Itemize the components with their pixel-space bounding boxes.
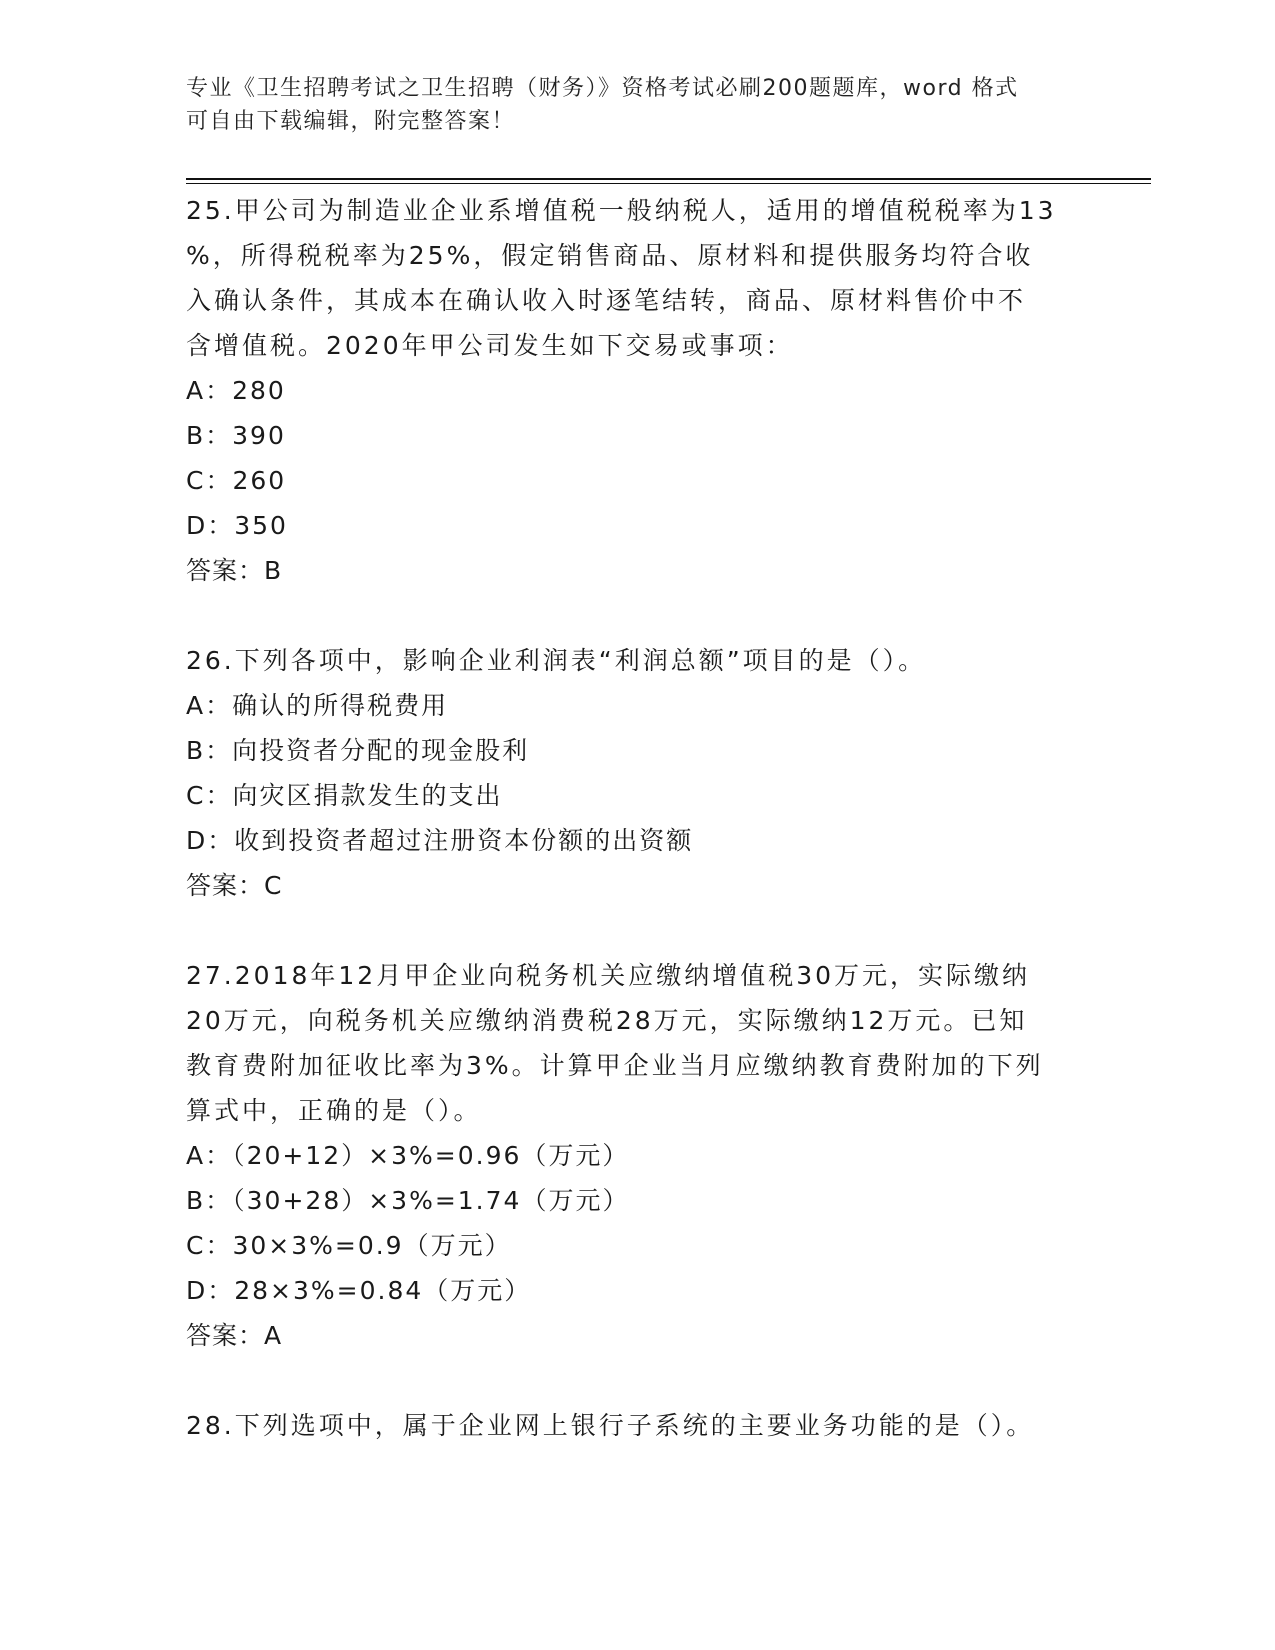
option-a: A：280 bbox=[186, 376, 286, 405]
spacer bbox=[186, 1358, 1086, 1403]
header-line-2: 可自由下载编辑，附完整答案！ bbox=[186, 109, 516, 134]
question-stem-line: 28.下列选项中，属于企业网上银行子系统的主要业务功能的是（）。 bbox=[186, 1411, 1035, 1440]
answer-line: 答案：A bbox=[186, 1321, 283, 1350]
header-divider-thick bbox=[186, 178, 1151, 180]
header-divider-thin bbox=[186, 183, 1151, 184]
question-stem-line: 算式中，正确的是（）。 bbox=[186, 1096, 482, 1125]
answer-line: 答案：C bbox=[186, 871, 283, 900]
question-stem-line: 27.2018年12月甲企业向税务机关应缴纳增值税30万元，实际缴纳 bbox=[186, 961, 1031, 990]
document-header bbox=[186, 72, 1066, 138]
question-block bbox=[186, 1403, 1086, 1448]
question-block bbox=[186, 188, 1086, 593]
question-stem-line: 教育费附加征收比率为3%。计算甲企业当月应缴纳教育费附加的下列 bbox=[186, 1051, 1044, 1080]
option-b: B：向投资者分配的现金股利 bbox=[186, 736, 530, 765]
option-d: D：350 bbox=[186, 511, 288, 540]
spacer bbox=[186, 908, 1086, 953]
question-block bbox=[186, 638, 1086, 908]
spacer bbox=[186, 593, 1086, 638]
question-stem-line: 20万元，向税务机关应缴纳消费税28万元，实际缴纳12万元。已知 bbox=[186, 1006, 1028, 1035]
option-c: C：30×3%=0.9（万元） bbox=[186, 1231, 512, 1260]
option-c: C：260 bbox=[186, 466, 287, 495]
option-b: B：390 bbox=[186, 421, 286, 450]
option-b: B：（30+28）×3%=1.74（万元） bbox=[186, 1186, 630, 1215]
question-stem-line: %，所得税税率为25%，假定销售商品、原材料和提供服务均符合收 bbox=[186, 241, 1034, 270]
option-d: D：28×3%=0.84（万元） bbox=[186, 1276, 532, 1305]
question-list bbox=[186, 188, 1086, 1448]
question-stem-line: 26.下列各项中，影响企业利润表“利润总额”项目的是（）。 bbox=[186, 646, 927, 675]
option-a: A：确认的所得税费用 bbox=[186, 691, 449, 720]
question-stem-line: 25.甲公司为制造业企业系增值税一般纳税人，适用的增值税税率为13 bbox=[186, 196, 1057, 225]
answer-line: 答案：B bbox=[186, 556, 283, 585]
question-stem-line: 入确认条件，其成本在确认收入时逐笔结转，商品、原材料售价中不 bbox=[186, 286, 1027, 315]
option-c: C：向灾区捐款发生的支出 bbox=[186, 781, 503, 810]
question-stem-line: 含增值税。2020年甲公司发生如下交易或事项： bbox=[186, 331, 794, 360]
question-block bbox=[186, 953, 1086, 1358]
option-d: D：收到投资者超过注册资本份额的出资额 bbox=[186, 826, 694, 855]
header-line-1: 专业《卫生招聘考试之卫生招聘（财务）》资格考试必刷200题题库，word 格式 bbox=[186, 76, 1019, 101]
option-a: A：（20+12）×3%=0.96（万元） bbox=[186, 1141, 630, 1170]
